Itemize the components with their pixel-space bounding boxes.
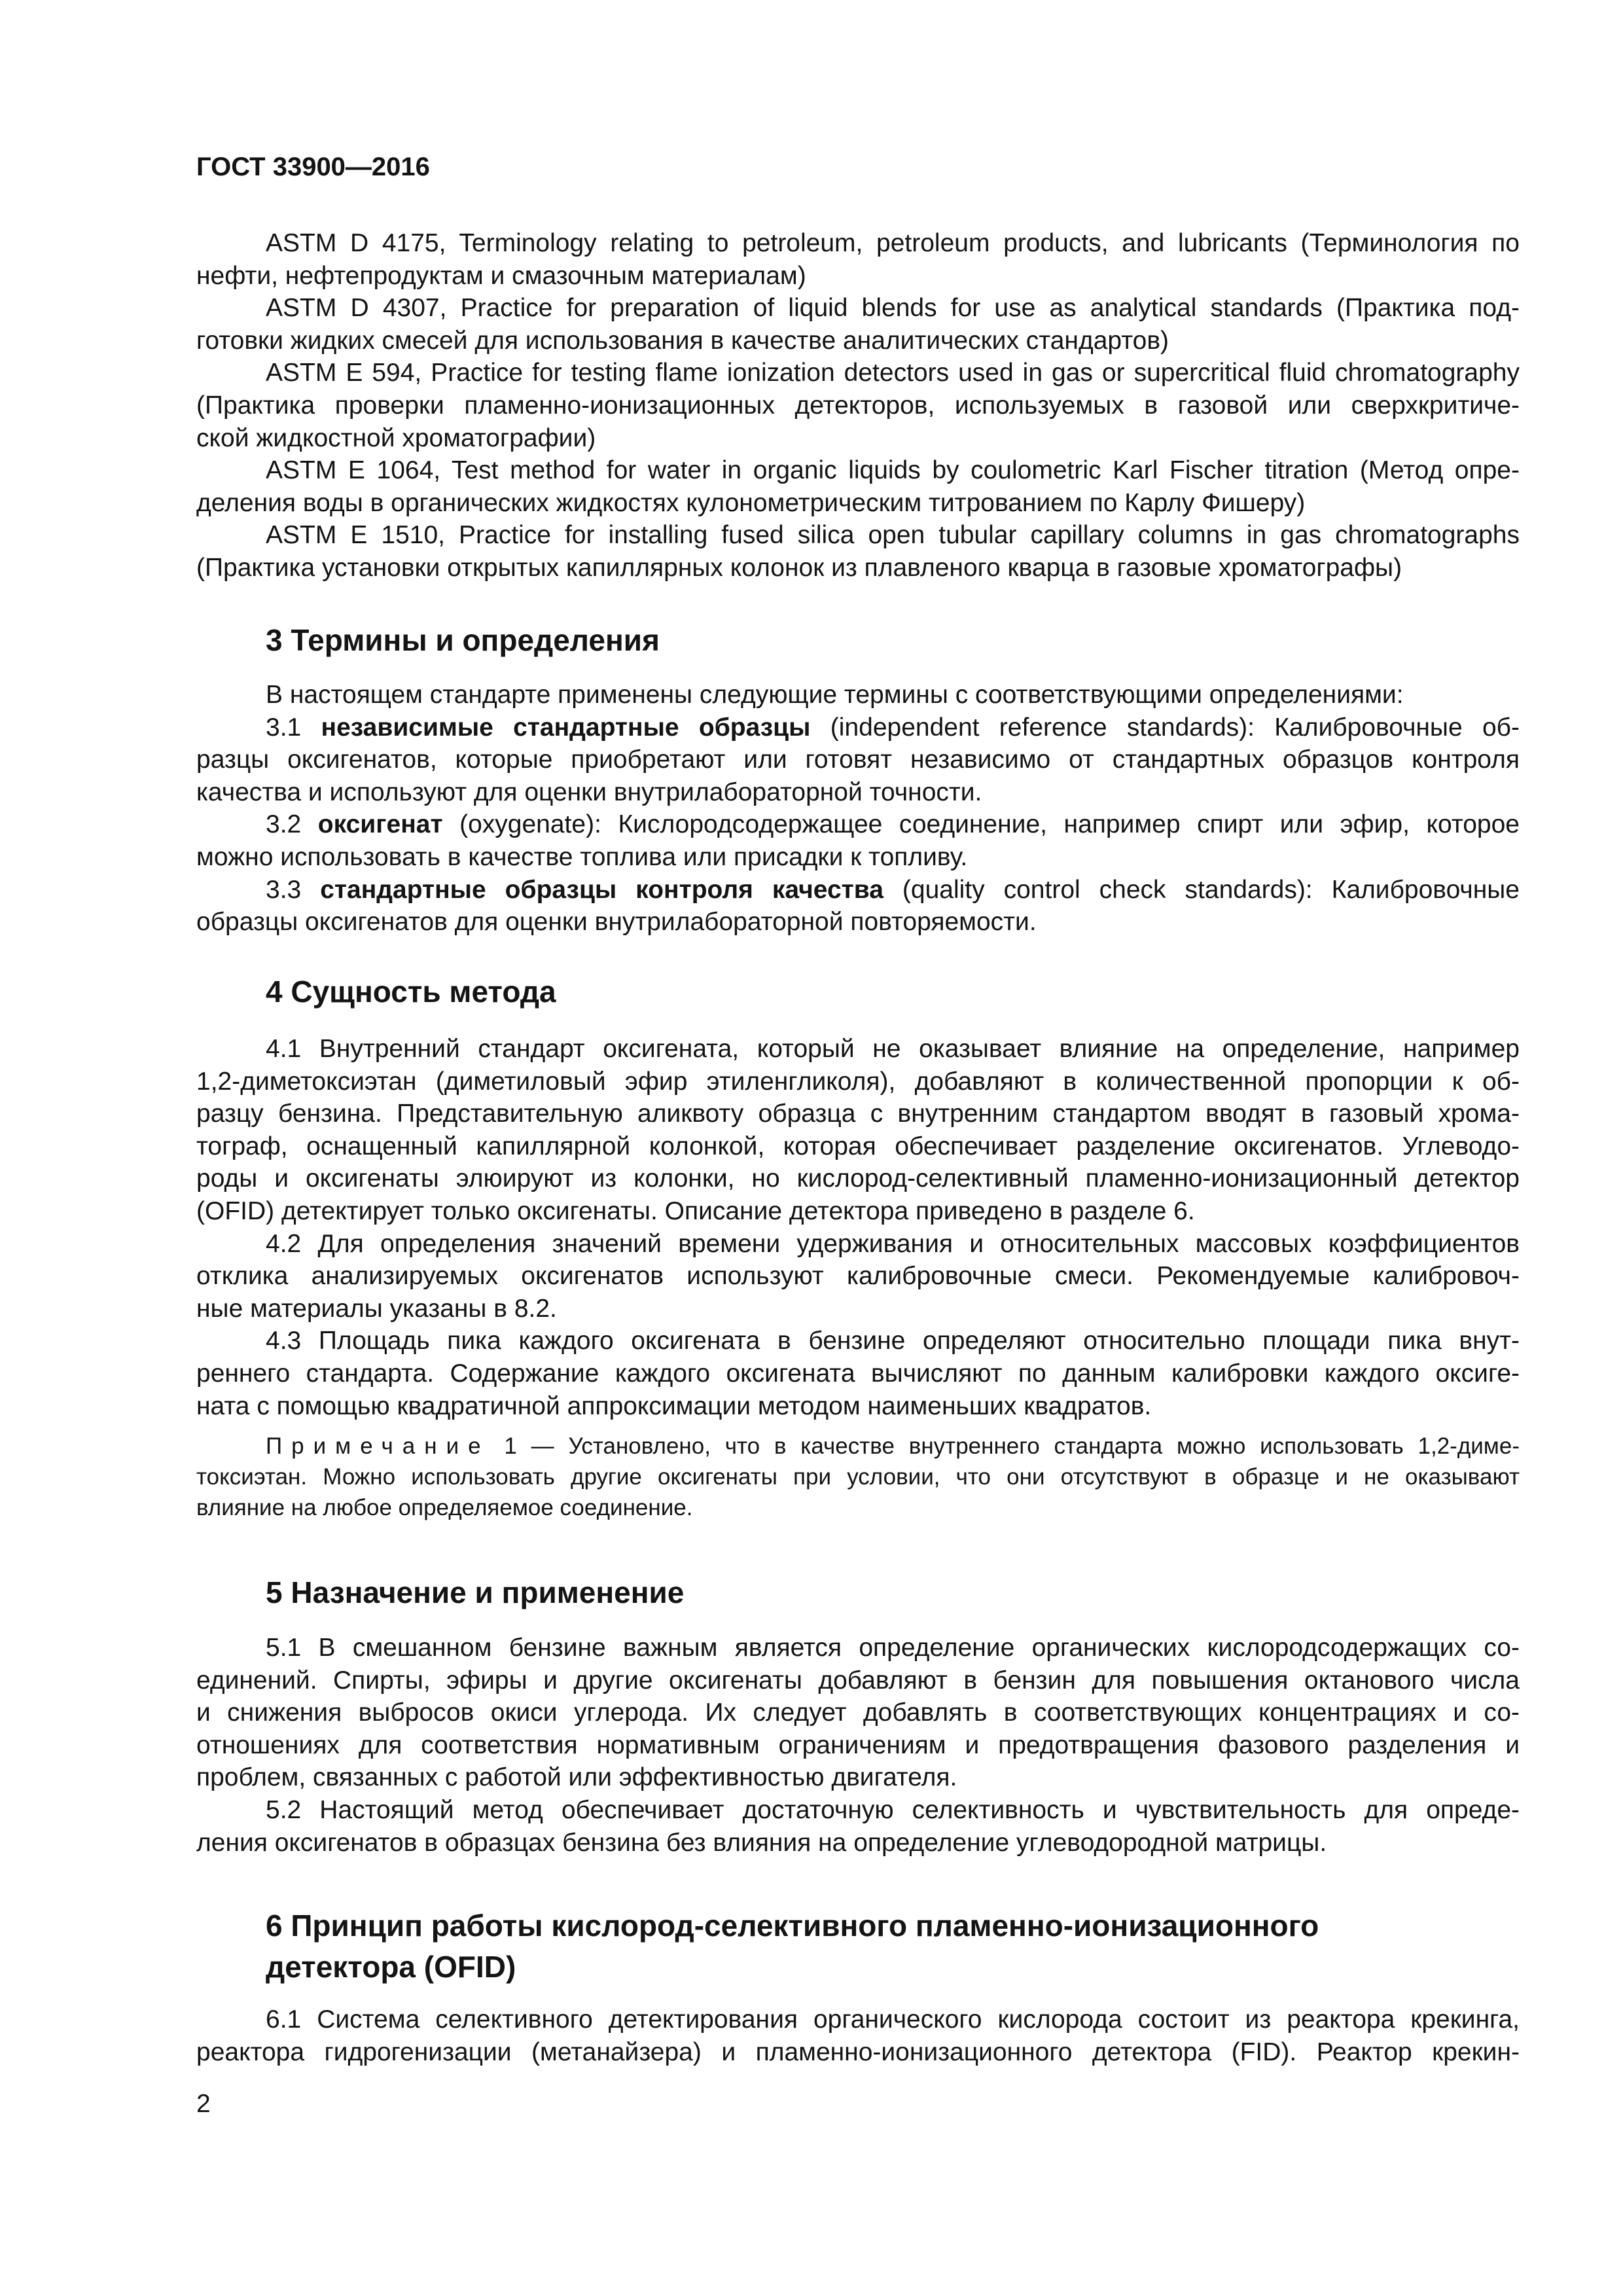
text-line: (Практика установки открытых капиллярных колонок из плавленого кварца в газовые хроматографы) (196, 553, 1402, 582)
text-line: деления воды в органических жидкостях кулонометрическим титрованием по Карлу Фишеру) (196, 488, 1306, 517)
text-line (196, 711, 1520, 744)
paragraph (196, 357, 1520, 454)
section-heading: 4 Сущность метода (266, 975, 556, 1009)
text-line: ASTM D 4175, Terminology relating to petroleum, petroleum products, and lubricants (Терминология по (266, 229, 1520, 257)
text-line: (OFID) детектирует только оксигенаты. Описание детектора приведено в разделе 6. (196, 1196, 1195, 1225)
running-header: ГОСТ 33900—2016 (196, 152, 430, 181)
term-name: независимые стандартные образцы (321, 713, 811, 742)
page-number: 2 (196, 2090, 211, 2118)
note (196, 1431, 1520, 1523)
text-run: 1 — Установлено, что в качестве внутреннего стандарта можно использовать 1,2-диме- (490, 1433, 1520, 1459)
paragraph (196, 679, 1520, 711)
text-line: 6.1 Система селективного детектирования органического кислорода состоит из реактора крекинга, (266, 2005, 1520, 2034)
text-line: (Практика проверки пламенно-ионизационных детекторов, используемых в газовой или сверхкритиче- (196, 391, 1520, 420)
paragraph (196, 1325, 1520, 1422)
references-list (196, 227, 1520, 584)
text-line: токсиэтан. Можно использовать другие оксигенаты при условии, что они отсутствуют в образце и не оказывают (196, 1464, 1520, 1490)
text-run: 3.1 (266, 713, 321, 742)
text-line: готовки жидких смесей для использования в качестве аналитических стандартов) (196, 326, 1169, 355)
text-run: (quality control check standards): Калибровочные (883, 875, 1520, 904)
text-run: (oxygenate): Кислородсодержащее соединение, например спирт или эфир, которое (442, 810, 1520, 839)
section-heading (266, 1905, 1319, 1988)
text-line (196, 1431, 1520, 1462)
text-line (196, 874, 1520, 906)
text-line: нефти, нефтепродуктам и смазочным материалам) (196, 261, 806, 290)
paragraph (196, 227, 1520, 292)
text-line: 4.2 Для определения значений времени удерживания и относительных массовых коэффициентов (266, 1229, 1520, 1258)
text-run: 3.2 (266, 810, 318, 839)
text-line: 4.3 Площадь пика каждого оксигената в бензине определяют относительно площади пика внут- (266, 1327, 1520, 1355)
section-body (196, 1033, 1520, 1422)
section-body (196, 2003, 1520, 2068)
text-line: тограф, оснащенный капиллярной колонкой, которая обеспечивает разделение оксигенатов. Углеводо- (196, 1132, 1520, 1160)
note-label: Примечание (266, 1433, 490, 1459)
section-heading-line: детектора (OFID) (266, 1950, 516, 1984)
text-line: разцы оксигенатов, которые приобретают или готовят независимо от стандартных образцов контроля (196, 745, 1520, 774)
text-line: ASTM D 4307, Practice for preparation of liquid blends for use as analytical standards (Практика под- (266, 294, 1520, 323)
text-line: отношениях для соответствия нормативным ограничениям и предотвращения фазового разделения и (196, 1731, 1520, 1759)
paragraph (196, 454, 1520, 519)
text-line: единений. Спирты, эфиры и другие оксигенаты добавляют в бензин для повышения октанового числа (196, 1666, 1520, 1695)
text-line: В настоящем стандарте применены следующие термины с соответствующими определениями: (266, 681, 1404, 709)
text-line (196, 808, 1520, 841)
paragraph (196, 711, 1520, 809)
paragraph (196, 2003, 1520, 2068)
term-name: оксигенат (317, 810, 443, 839)
paragraph (196, 1033, 1520, 1228)
section-heading-line: 6 Принцип работы кислород-селективного пламенно-ионизационного (266, 1909, 1319, 1943)
text-line: ната с помощью квадратичной аппроксимации методом наименьших квадратов. (196, 1391, 1152, 1420)
text-run: 3.3 (266, 875, 321, 904)
text-line: отклика анализируемых оксигенатов используют калибровочные смеси. Рекомендуемые калибровоч- (196, 1262, 1520, 1291)
section-body (196, 679, 1520, 939)
paragraph (196, 808, 1520, 873)
term-name: стандартные образцы контроля качества (320, 875, 883, 904)
section-body (196, 1632, 1520, 1859)
text-line: 1,2-диметоксиэтан (диметиловый эфир этиленгликоля), добавляют в количественной пропорции к об- (196, 1067, 1520, 1096)
text-line: проблем, связанных с работой или эффективностью двигателя. (196, 1763, 957, 1792)
text-line: влияние на любое определяемое соединение. (196, 1495, 693, 1520)
text-line: 4.1 Внутренний стандарт оксигената, который не оказывает влияние на определение, например (266, 1035, 1520, 1063)
text-line: можно использовать в качестве топлива или присадки к топливу. (196, 842, 968, 871)
paragraph (196, 1228, 1520, 1325)
section-heading: 5 Назначение и применение (266, 1575, 685, 1609)
text-line: реннего стандарта. Содержание каждого оксигената вычисляют по данным калибровки каждого оксиге- (196, 1359, 1520, 1388)
paragraph (196, 1794, 1520, 1859)
text-line: и снижения выбросов окиси углерода. Их следует добавлять в соответствующих концентрациях и со- (196, 1698, 1520, 1727)
paragraph (196, 1431, 1520, 1523)
text-line: качества и используют для оценки внутрилабораторной точности. (196, 778, 982, 806)
text-line: ASTM E 594, Practice for testing flame ionization detectors used in gas or supercritical fluid chromatography (266, 359, 1520, 387)
text-line: образцы оксигенатов для оценки внутрилабораторной повторяемости. (196, 908, 1037, 937)
text-line: ской жидкостной хроматографии) (196, 423, 596, 452)
text-line: реактора гидрогенизации (метанайзера) и пламенно-ионизационного детектора (FID). Реактор крекин- (196, 2037, 1520, 2066)
section-heading: 3 Термины и определения (266, 623, 660, 657)
paragraph (196, 519, 1520, 584)
text-line: 5.2 Настоящий метод обеспечивает достаточную селективность и чувствительность для опреде- (266, 1795, 1520, 1824)
paragraph (196, 874, 1520, 939)
text-line: роды и оксигенаты элюируют из колонки, но кислород-селективный пламенно-ионизационный детектор (196, 1164, 1520, 1193)
text-line: ASTM E 1510, Practice for installing fused silica open tubular capillary columns in gas chromatographs (266, 521, 1520, 550)
paragraph (196, 292, 1520, 357)
text-line: ления оксигенатов в образцах бензина без влияния на определение углеводородной матрицы. (196, 1828, 1327, 1857)
text-line: ные материалы указаны в 8.2. (196, 1294, 557, 1323)
text-line: разцу бензина. Представительную аликвоту образца с внутренним стандартом вводят в газовый хрома- (196, 1100, 1520, 1128)
text-line: 5.1 В смешанном бензине важным является определение органических кислородсодержащих со- (266, 1634, 1520, 1662)
text-run: (independent reference standards): Калибровочные об- (810, 713, 1520, 742)
text-line: ASTM E 1064, Test method for water in organic liquids by coulometric Karl Fischer titration (Метод опре- (266, 456, 1520, 485)
paragraph (196, 1632, 1520, 1794)
